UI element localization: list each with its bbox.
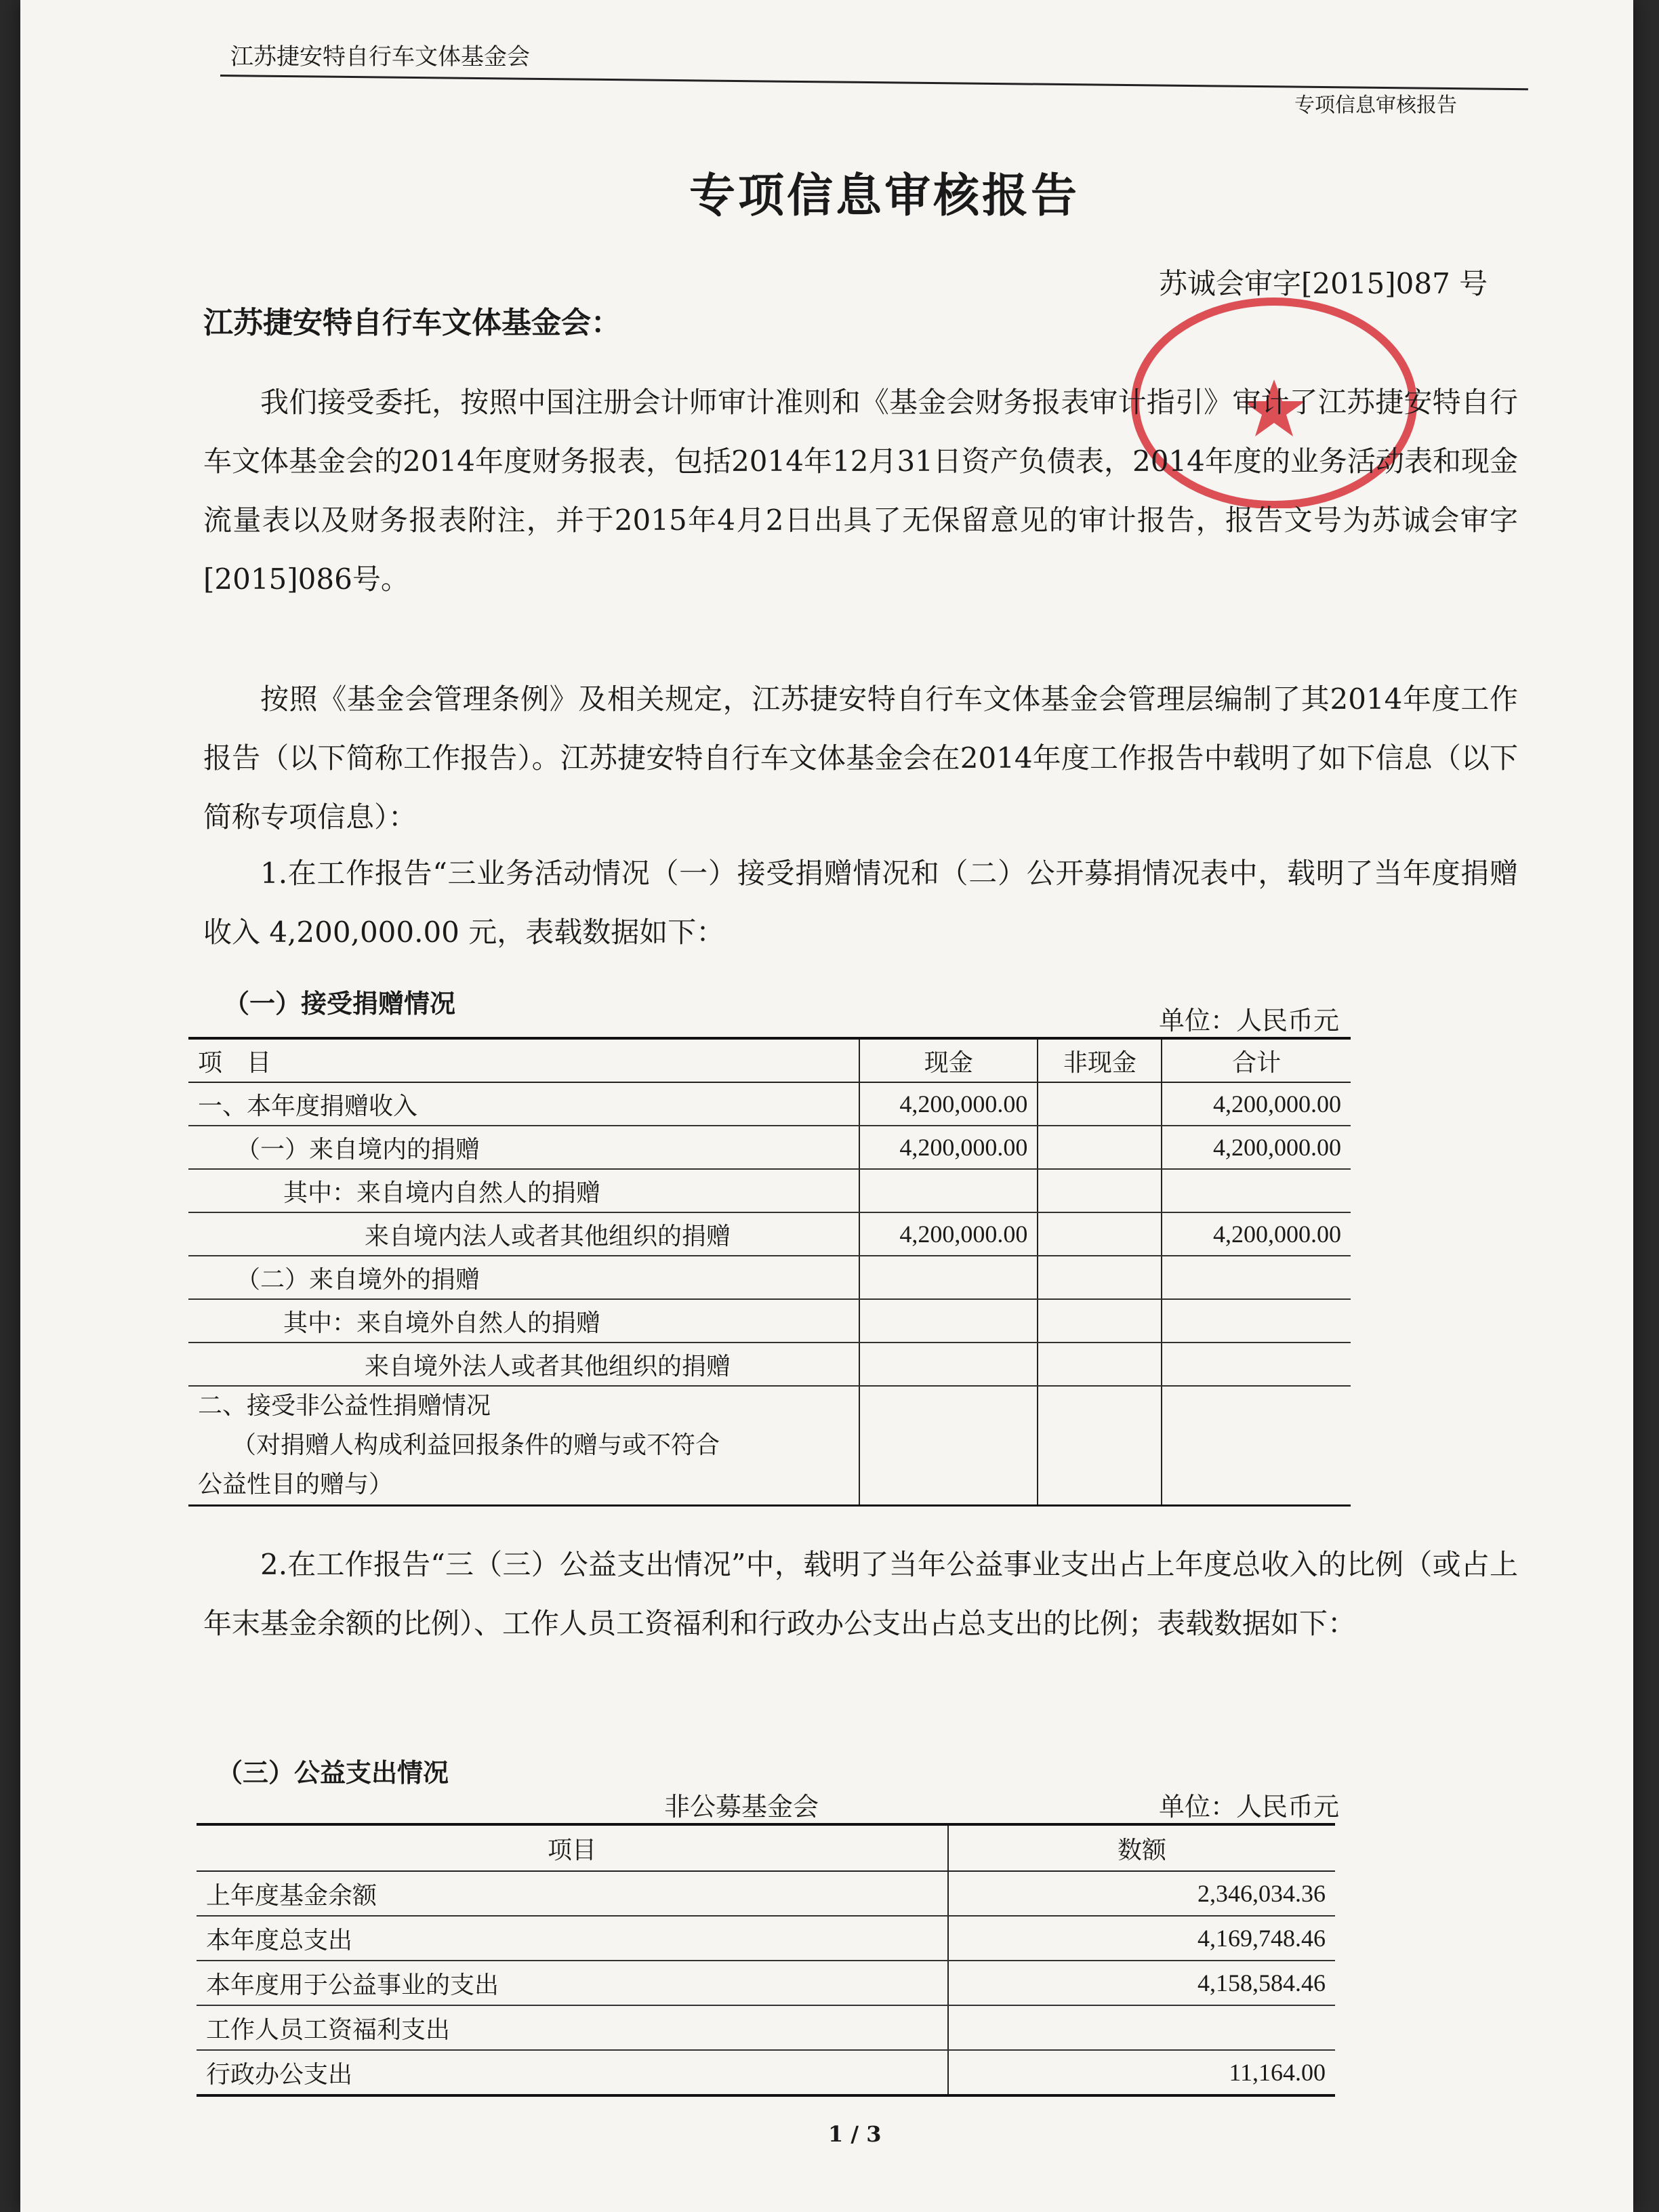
document-page [20, 0, 1633, 2212]
row-total [1162, 1299, 1351, 1343]
row-noncash [1038, 1343, 1162, 1386]
report-title: 专项信息审核报告 [689, 169, 1080, 223]
row-item: 上年度基金余额 [197, 1871, 948, 1916]
row-item: （二）来自境外的捐赠 [188, 1256, 859, 1299]
paragraph-engagement: 我们接受委托，按照中国注册会计师审计准则和《基金会财务报表审计指引》审计了江苏捷安特自行车文体基金会的2014年度财务报表，包括2014年12月31日资产负债表，2014年度的业务活动表和现金流量表以及财务报表附注，并于2015年4月2日出具了无保留意见的审计报告，报告文号为苏诚会审字[2015]086号。 [203, 386, 1518, 596]
table-row [197, 2005, 1335, 2050]
table-row [188, 1343, 1351, 1386]
row-cash: 4,200,000.00 [859, 1126, 1038, 1169]
col-header-amount: 数额 [948, 1824, 1335, 1871]
row-noncash [1038, 1169, 1162, 1212]
row-item: 行政办公支出 [206, 2060, 353, 2089]
table-row-nonpublic-donation [188, 1386, 1351, 1506]
row-cash [859, 1386, 1038, 1506]
row-total [1162, 1169, 1351, 1212]
table1-section-title: （一）接受捐赠情况 [224, 989, 456, 1019]
paragraph-item-2: 2.在工作报告“三（三）公益支出情况”中，载明了当年公益事业支出占上年度总收入的比例（或占上年末基金余额的比例）、工作人员工资福利和行政办公支出占总支出的比例；表载数据如下： [203, 1548, 1518, 1640]
row-amount: 2,346,034.36 [948, 1871, 1335, 1916]
table-row [188, 1212, 1351, 1256]
row-cash [859, 1299, 1038, 1343]
table-row [188, 1299, 1351, 1343]
row-total: 4,200,000.00 [1162, 1126, 1351, 1169]
header-doc-type: 专项信息审核报告 [1294, 94, 1457, 117]
row-noncash [1038, 1386, 1162, 1506]
row-item: 本年度总支出 [197, 1916, 948, 1961]
row-total [1162, 1256, 1351, 1299]
table1-unit: 单位：人民币元 [1159, 1006, 1340, 1036]
table-row [188, 1082, 1351, 1126]
header-org-name: 江苏捷安特自行车文体基金会 [230, 43, 530, 70]
row-noncash [1038, 1082, 1162, 1126]
reference-number: 苏诚会审字[2015]087 号 [1159, 267, 1488, 300]
row-item: 来自境外法人或者其他组织的捐赠 [188, 1343, 859, 1386]
row-noncash [1038, 1212, 1162, 1256]
paragraph-item-1: 1.在工作报告“三业务活动情况（一）接受捐赠情况和（二）公开募捐情况表中，载明了当年度捐赠收入 4,200,000.00 元，表载数据如下： [203, 857, 1518, 949]
charity-expenditure-table [197, 1823, 1335, 2097]
row-item: 一、本年度捐赠收入 [188, 1082, 859, 1126]
table-header-row [188, 1038, 1351, 1082]
col-header-item: 项 目 [188, 1038, 859, 1082]
row-amount: 4,169,748.46 [948, 1916, 1335, 1961]
row-cash [859, 1169, 1038, 1212]
table-row [197, 1871, 1335, 1916]
row-total [1162, 1343, 1351, 1386]
row-item-line1: 二、接受非公益性捐赠情况 [198, 1392, 491, 1420]
row-item: 本年度用于公益事业的支出 [197, 1961, 948, 2005]
table2-subtitle: 非公募基金会 [664, 1792, 819, 1822]
donation-table [188, 1037, 1351, 1507]
col-header-noncash: 非现金 [1038, 1038, 1162, 1082]
row-amount: 4,158,584.46 [948, 1961, 1335, 2005]
row-amount: 11,164.00 [948, 2050, 1335, 2095]
row-item: 其中：来自境外自然人的捐赠 [188, 1299, 859, 1343]
col-header-cash: 现金 [859, 1038, 1038, 1082]
page-number: 1 / 3 [828, 2121, 882, 2147]
table-row [188, 1256, 1351, 1299]
table-header-row [197, 1824, 1335, 1871]
row-noncash [1038, 1299, 1162, 1343]
row-item: （一）来自境内的捐赠 [188, 1126, 859, 1169]
row-cash: 4,200,000.00 [859, 1082, 1038, 1126]
table-row [188, 1169, 1351, 1212]
row-total: 4,200,000.00 [1162, 1212, 1351, 1256]
row-cash [859, 1256, 1038, 1299]
row-cash [859, 1343, 1038, 1386]
table-row [197, 1916, 1335, 1961]
row-noncash [1038, 1256, 1162, 1299]
row-item: 其中：来自境内自然人的捐赠 [188, 1169, 859, 1212]
row-total [1162, 1386, 1351, 1506]
table2-unit: 单位：人民币元 [1159, 1792, 1340, 1822]
row-cash: 4,200,000.00 [859, 1212, 1038, 1256]
row-total: 4,200,000.00 [1162, 1082, 1351, 1126]
row-item: 来自境内法人或者其他组织的捐赠 [188, 1212, 859, 1256]
col-header-item: 项目 [197, 1824, 948, 1871]
row-item-line3: 公益性目的赠与） [198, 1471, 394, 1498]
col-header-total: 合计 [1162, 1038, 1351, 1082]
row-item: 工作人员工资福利支出 [197, 2005, 948, 2050]
salutation: 江苏捷安特自行车文体基金会： [203, 306, 621, 340]
row-item-line2: （对捐赠人构成利益回报条件的赠与或不符合 [232, 1431, 720, 1459]
table-row [197, 2050, 1335, 2095]
table2-section-title: （三）公益支出情况 [217, 1758, 449, 1788]
row-amount [948, 2005, 1335, 2050]
paragraph-regulation: 按照《基金会管理条例》及相关规定，江苏捷安特自行车文体基金会管理层编制了其2014年度工作报告（以下简称工作报告）。江苏捷安特自行车文体基金会在2014年度工作报告中载明了如下信息（以下简称专项信息）： [203, 682, 1518, 834]
table-row [188, 1126, 1351, 1169]
row-noncash [1038, 1126, 1162, 1169]
table-row [197, 1961, 1335, 2005]
row-item-multiline [188, 1386, 859, 1506]
